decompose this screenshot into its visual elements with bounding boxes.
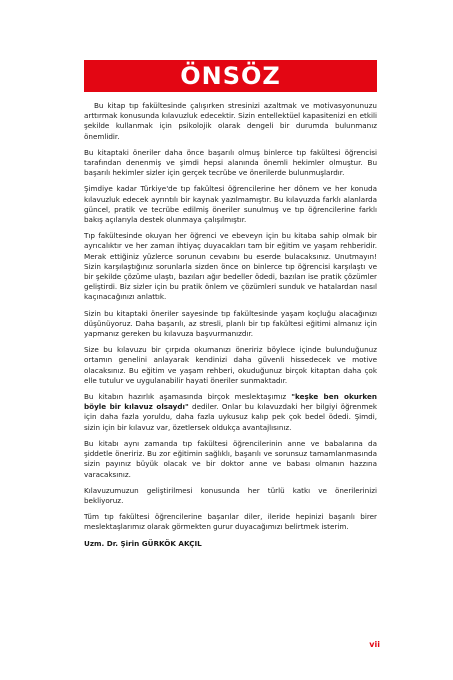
quote-paragraph-before: Bu kitabın hazırlık aşamasında birçok meslektaşımız (84, 392, 292, 402)
quote-emphasis: "keşke ben okurken böyle bir kılavuz olsaydı" (84, 392, 378, 412)
preface-body (84, 101, 377, 555)
paragraph: Şimdiye kadar Türkiye'de tıp fakültesi öğrencilerine her dönem ve her konuda kılavuzluk edecek ayrıntılı bir kaynak yazılmamıştır. Bu kılavuzda farklı alanlarda güncel, pratik ve tecrübe edilmiş öneriler sunulmuş ve tıp öğrencilerine farklı bakış açılarıyla destek olunmaya çalışılmıştır. (84, 184, 377, 225)
page-title: ÖNSÖZ (180, 62, 281, 90)
quote-paragraph-after: dediler. Onlar bu kılavuzdaki her bilgiyi öğrenmek için daha fazla yoruldu, daha fazla uykusuz kalıp pek çok bedel ödedi. Şimdi, sizin için bir kılavuz var, özetlersek oldukça avantajlısınız. (84, 402, 377, 432)
author-signature: Uzm. Dr. Şirin GÜRKÖK AKÇIL (84, 538, 202, 548)
title-banner (84, 60, 377, 92)
paragraph: Tüm tıp fakültesi öğrencilerine başarılar diler, ileride hepinizi başarılı birer meslektaşlarımız olarak görmekten gurur duyacağımızı belirtmek isterim. (84, 512, 377, 532)
paragraph: Sizin bu kitaptaki öneriler sayesinde tıp fakültesinde yaşam koçluğu alacağınızı düşünüyoruz. Daha başarılı, az stresli, planlı bir tıp fakültesi eğitimi almanız için yapmanız gereken bu kılavuza başvurmanızdır. (84, 308, 377, 339)
paragraph: Kılavuzumuzun geliştirilmesi konusunda her türlü katkı ve önerilerinizi bekliyoruz. (84, 485, 377, 505)
paragraph: Size bu kılavuzu bir çırpıda okumanızı öneririz böylece içinde bulunduğunuz ortamın genelini anlayarak kendinizi daha güvenli hissedecek ve motive olacaksınız. Bu eğitim ve yaşam rehberi, okuduğunuz birçok kitaptan daha çok elle tutulur ve uygulanabilir hayati öneriler sunmaktadır. (84, 345, 377, 385)
paragraph: Bu kitap tıp fakültesinde çalışırken stresinizi azaltmak ve motivasyonunuzu arttırmak konusunda kılavuzluk edecektir. Sizin entellektüel kapasitenizi en etkili şekilde kullanmak için psikolojik olarak dengeli bir durumda bulunmanız önemlidir. (84, 101, 377, 141)
paragraph: Bu kitabı aynı zamanda tıp fakültesi öğrencilerinin anne ve babalarına da şiddetle öneririz. Bu zor eğitimin sağlıklı, başarılı ve sorunsuz tamamlanmasında sizin payınız büyük olacak ve bir doktor anne ve babası olmanın hazzına varacaksınız. (84, 438, 377, 479)
paragraph: Tıp fakültesinde okuyan her öğrenci ve ebeveyn için bu kitaba sahip olmak bir ayrıcalıktır ve her zaman ihtiyaç duyacakları tam bir eğitim ve yaşam rehberidir. Merak ettiğiniz yüzlerce sorunun cevabını bu eserde bulacaksınız. Unutmayın! Sizin karşılaştığınız sorunlarla sizden önce on binlerce tıp öğrencisi karşılaştı ve bir şekilde çözüme ulaştı, bazıları ağır bedeller ödedi, bazıları ise pratik çözümler geliştirdi. Biz sizler için bu pratik önlem ve çözümleri sunduk ve hatalardan nasıl kaçınacağınızı anlattık. (84, 231, 377, 302)
quote-paragraph (84, 392, 377, 433)
paragraph: Bu kitaptaki öneriler daha önce başarılı olmuş binlerce tıp fakültesi öğrencisi tarafından denenmiş ve şimdi hepsi alanında önemli hekimler olmuştur. Bu başarılı hekimler sizler için gerçek tecrübe ve önerilerde bulunmuşlardır. (84, 147, 377, 178)
page-number: vii (369, 640, 380, 649)
